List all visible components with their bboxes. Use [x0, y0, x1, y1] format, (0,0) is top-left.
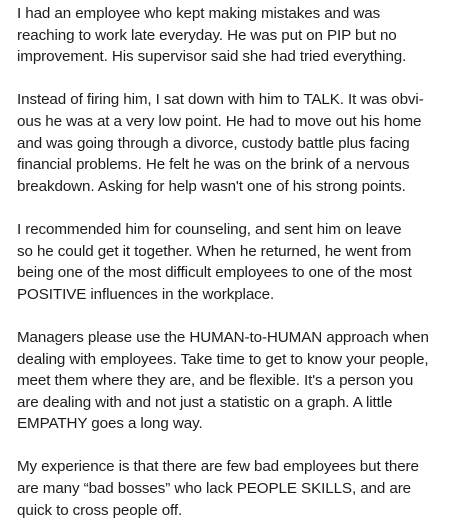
text-line: are many “bad bosses” who lack PEOPLE SKILLS, and are — [17, 480, 412, 498]
text-line: are dealing with and not just a statistic on a graph. A little — [17, 393, 393, 411]
text-line: My experience is that there are few bad employees but there — [17, 458, 419, 476]
text-line: POSITIVE influences in the workplace. — [17, 285, 275, 303]
text-line: Managers please use the HUMAN-to-HUMAN approach when — [17, 328, 429, 346]
text-line: I recommended him for counseling, and sent him on leave — [17, 220, 402, 238]
text-line: meet them where they are, and be flexible. It's a person you — [17, 372, 414, 390]
text-line: EMPATHY goes a long way. — [17, 415, 203, 433]
text-line: being one of the most difficult employees to one of the most — [17, 264, 412, 282]
text-line: and was going through a divorce, custody battle plus facing — [17, 134, 410, 152]
paragraph-bad-bosses — [17, 456, 469, 521]
text-line: quick to cross people off. — [17, 501, 183, 519]
text-line: improvement. His supervisor said she had tried everything. — [17, 48, 407, 66]
text-line: breakdown. Asking for help wasn't one of his strong points. — [17, 177, 406, 195]
text-line: financial problems. He felt he was on the brink of a nervous — [17, 156, 410, 174]
text-line: Instead of firing him, I sat down with him to TALK. It was obvi- — [17, 91, 424, 109]
paragraph-managers-advice — [17, 327, 469, 435]
text-line: ous he was at a very low point. He had to move out his home — [17, 112, 422, 130]
text-line: I had an employee who kept making mistakes and was — [17, 5, 381, 22]
paragraph-employee-mistakes — [17, 3, 469, 68]
text-line: reaching to work late everyday. He was put on PIP but no — [17, 26, 397, 44]
text-line: so he could get it together. When he returned, he went from — [17, 242, 412, 260]
paragraph-talk-instead-of-firing — [17, 89, 469, 197]
paragraph-counseling-outcome — [17, 219, 469, 305]
text-line: dealing with employees. Take time to get to know your people, — [17, 350, 429, 368]
post-text-body — [17, 3, 469, 521]
